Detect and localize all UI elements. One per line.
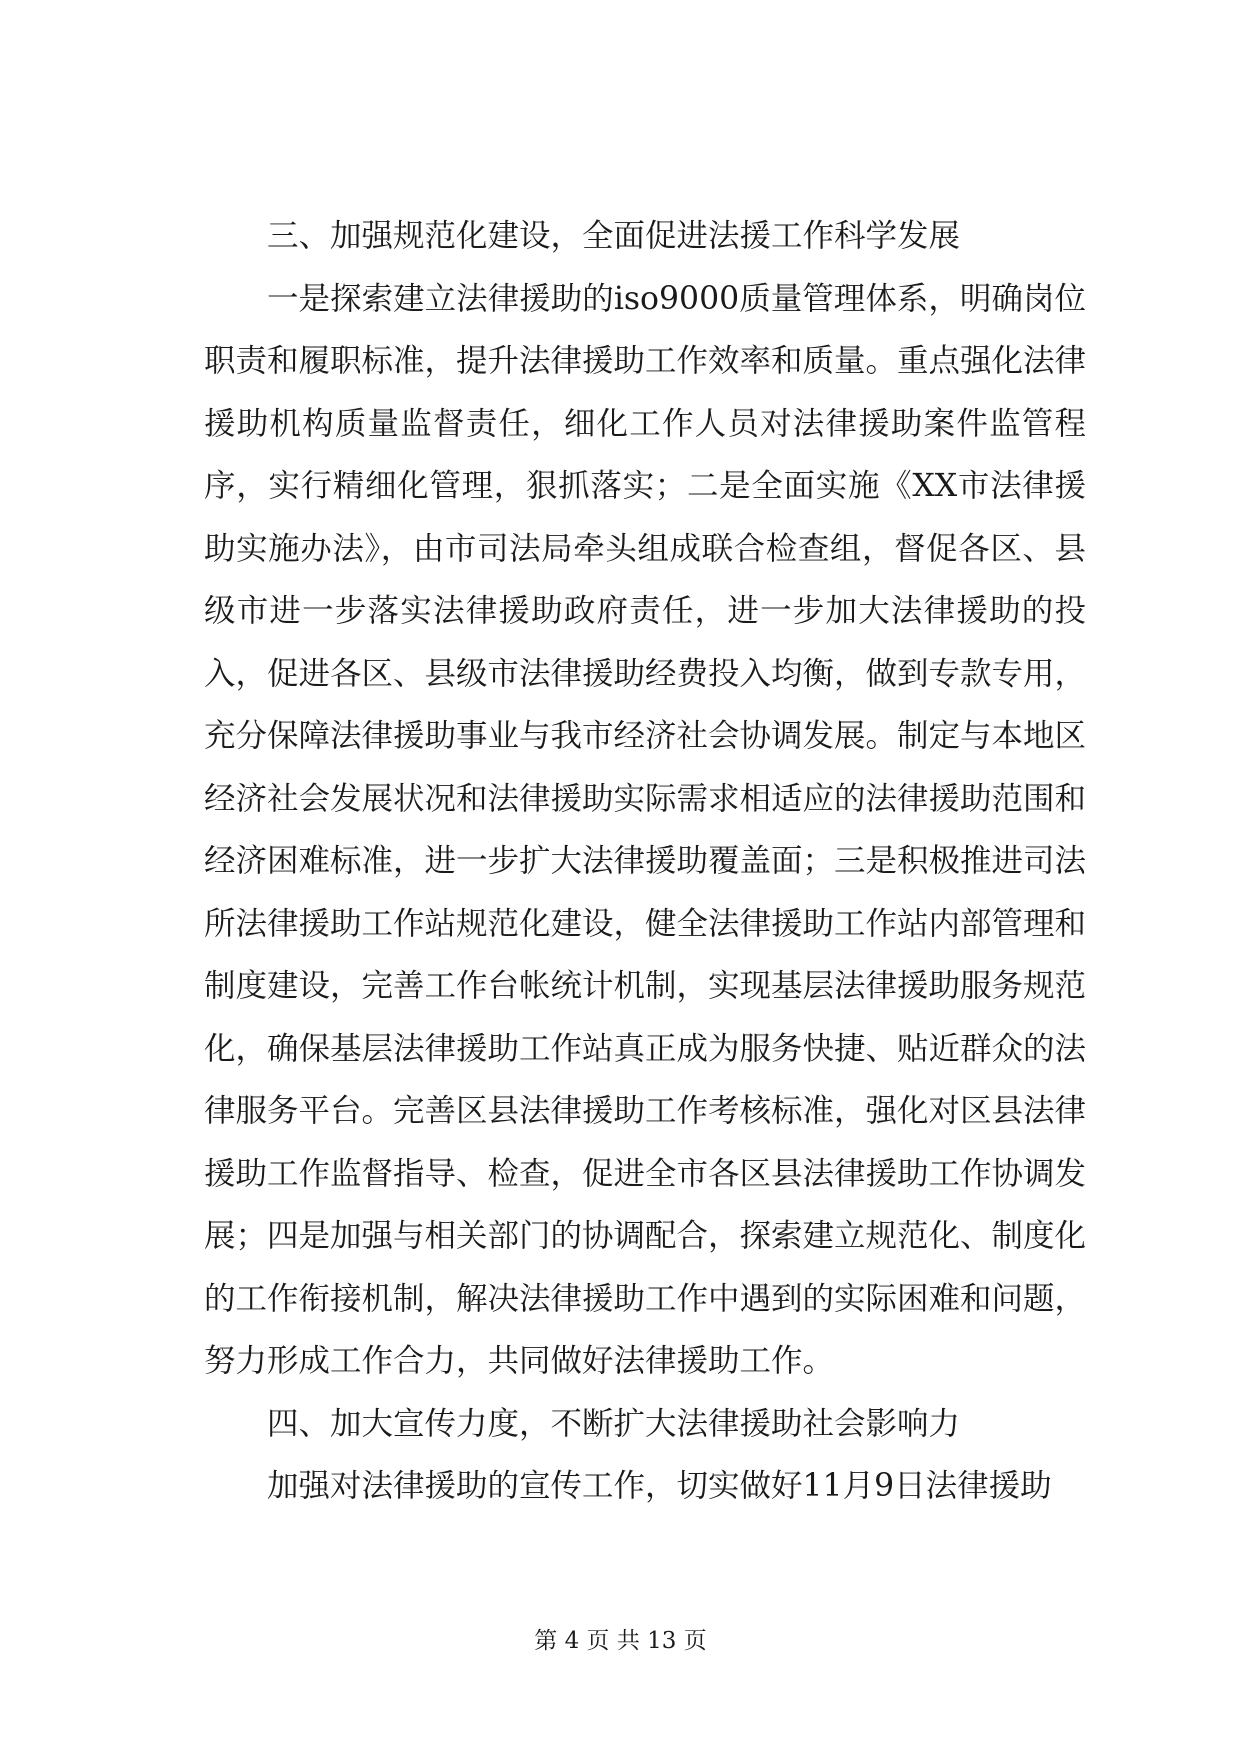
body-paragraph: 加强对法律援助的宣传工作，切实做好11月9日法律援助 bbox=[267, 1468, 1052, 1504]
body-paragraph: 一是探索建立法律援助的iso9000质量管理体系，明确岗位职责和履职标准，提升法律援助工作效率和质量。重点强化法律援助机构质量监督责任，细化工作人员对法律援助案件监管程序，实行精细化管理，狠抓落实；二是全面实施《XX市法律援助实施办法》，由市司法局牵头组成联合检查组，督促各区、县级市进一步落实法律援助政府责任，进一步加大法律援助的投入，促进各区、县级市法律援助经费投入均衡，做到专款专用，充分保障法律援助事业与我市经济社会协调发展。制定与本地区经济社会发展状况和法律援助实际需求相适应的法律援助范围和经济困难标准，进一步扩大法律援助覆盖面；三是积极推进司法所法律援助工作站规范化建设，健全法律援助工作站内部管理和制度建设，完善工作台帐统计机制，实现基层法律援助服务规范化，确保基层法律援助工作站真正成为服务快捷、贴近群众的法律服务平台。完善区县法律援助工作考核标准，强化对区县法律援助工作监督指导、检查，促进全市各区县法律援助工作协调发展；四是加强与相关部门的协调配合，探索建立规范化、制度化的工作衔接机制，解决法律援助工作中遇到的实际困难和问题，努力形成工作合力，共同做好法律援助工作。 bbox=[204, 280, 1087, 1379]
section-heading-3: 三、加强规范化建设，全面促进法援工作科学发展 bbox=[267, 218, 961, 254]
page-footer: 第 4 页 共 13 页 bbox=[534, 1628, 707, 1654]
section-heading-4: 四、加大宣传力度，不断扩大法律援助社会影响力 bbox=[267, 1405, 961, 1442]
document-body bbox=[204, 205, 1086, 1518]
